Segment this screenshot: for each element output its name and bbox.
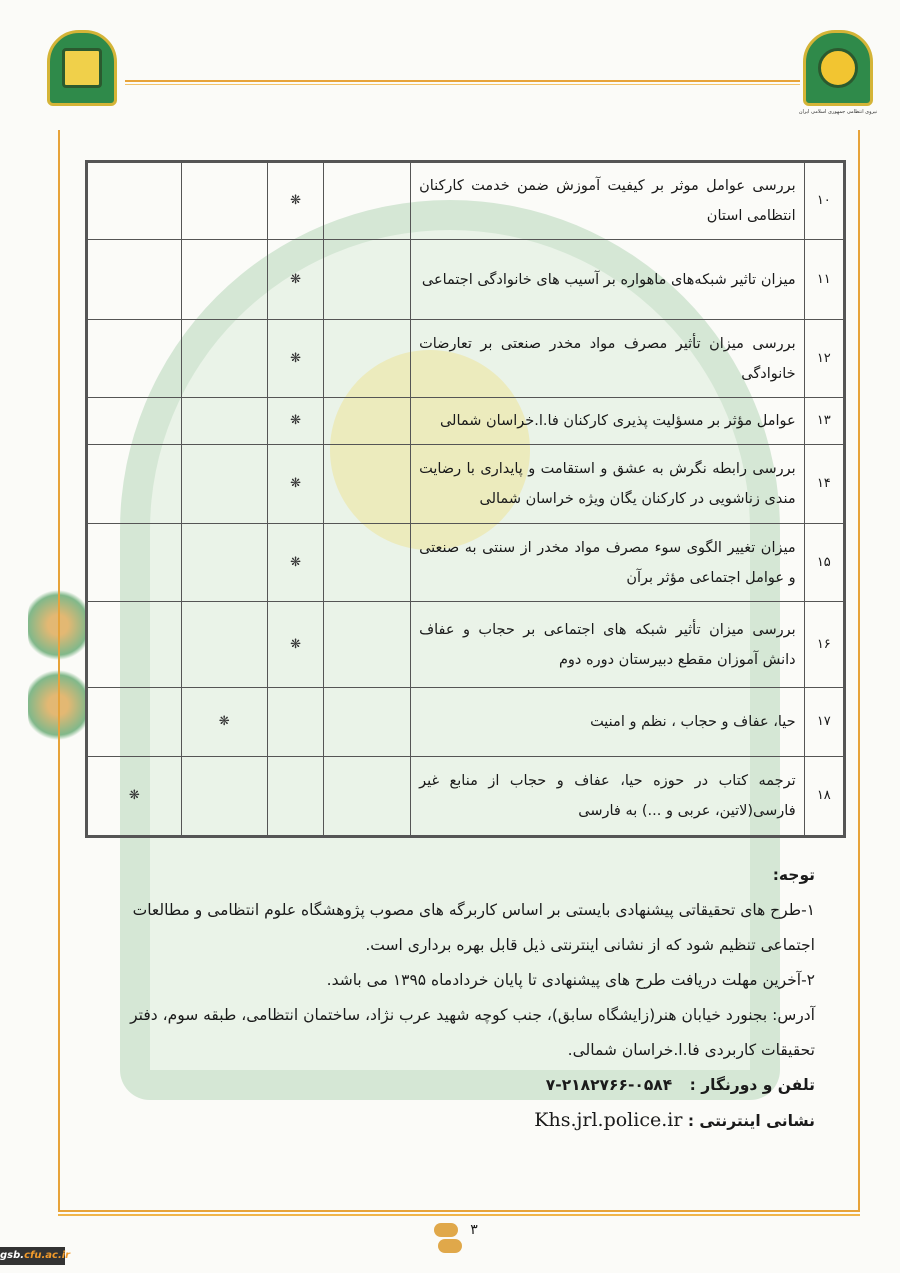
table-row bbox=[87, 240, 845, 320]
row-number: ۱۴ bbox=[804, 445, 844, 524]
ornament-icon bbox=[438, 1239, 462, 1253]
table-cell bbox=[267, 320, 324, 398]
row-number: ۱۵ bbox=[804, 524, 844, 602]
table-cell bbox=[87, 320, 182, 398]
table-cell bbox=[324, 757, 411, 837]
topic-title: ترجمه کتاب در حوزه حیا، عفاف و حجاب از منابع غیر فارسی(لاتین، عربی و ...) به فارسی bbox=[411, 757, 805, 837]
asterisk-mark-icon: ❋ bbox=[290, 413, 302, 428]
asterisk-mark-icon: ❋ bbox=[218, 714, 230, 729]
table-row bbox=[87, 688, 845, 757]
site-prefix: gsb. bbox=[0, 1250, 25, 1261]
police-shield-icon bbox=[803, 30, 873, 106]
topic-title: بررسی عوامل موثر بر کیفیت آموزش ضمن خدمت کارکنان انتظامی استان bbox=[411, 162, 805, 240]
row-number: ۱۷ bbox=[804, 688, 844, 757]
table-cell bbox=[181, 688, 267, 757]
table-cell bbox=[181, 320, 267, 398]
website-link[interactable]: Khs.jrl.police.ir bbox=[534, 1109, 683, 1131]
site-suffix: cfu.ac.ir bbox=[24, 1250, 71, 1261]
police-logo-caption: نیروی انتظامی جمهوری اسلامی ایران bbox=[798, 109, 878, 115]
topic-title: میزان تغییر الگوی سوء مصرف مواد مخدر از سنتی به صنعتی و عوامل اجتماعی مؤثر برآن bbox=[411, 524, 805, 602]
site-watermark-link[interactable] bbox=[0, 1247, 71, 1265]
table-cell bbox=[267, 240, 324, 320]
page-border-right bbox=[858, 130, 860, 1212]
table-row bbox=[87, 524, 845, 602]
row-number: ۱۰ bbox=[804, 162, 844, 240]
asterisk-mark-icon: ❋ bbox=[128, 788, 140, 803]
table-cell bbox=[324, 524, 411, 602]
table-cell bbox=[324, 162, 411, 240]
table-cell bbox=[87, 524, 182, 602]
topic-title: میزان تاثیر شبکه‌های ماهواره بر آسیب های خانوادگی اجتماعی bbox=[411, 240, 805, 320]
table-row bbox=[87, 445, 845, 524]
table-cell bbox=[324, 240, 411, 320]
table-cell bbox=[267, 757, 324, 837]
table-cell bbox=[324, 688, 411, 757]
topic-title: بررسی میزان تأثیر مصرف مواد مخدر صنعتی بر تعارضات خانوادگی bbox=[411, 320, 805, 398]
table-cell bbox=[181, 524, 267, 602]
table-cell bbox=[267, 602, 324, 688]
table-cell bbox=[87, 757, 182, 837]
page-number-area bbox=[400, 1222, 500, 1254]
table-row bbox=[87, 757, 845, 837]
asterisk-mark-icon: ❋ bbox=[290, 193, 302, 208]
topic-title: عوامل مؤثر بر مسؤلیت پذیری کارکنان فا.ا.خراسان شمالی bbox=[411, 398, 805, 445]
table-cell bbox=[181, 445, 267, 524]
asterisk-mark-icon: ❋ bbox=[290, 636, 302, 652]
table-cell bbox=[267, 688, 324, 757]
table-row bbox=[87, 398, 845, 445]
ornament-icon bbox=[434, 1223, 458, 1237]
table-cell bbox=[87, 445, 182, 524]
table-cell bbox=[324, 320, 411, 398]
table-cell bbox=[181, 602, 267, 688]
table-cell bbox=[181, 398, 267, 445]
asterisk-mark-icon: ❋ bbox=[290, 554, 302, 570]
table-cell bbox=[87, 240, 182, 320]
row-number: ۱۳ bbox=[804, 398, 844, 445]
page-border-bottom bbox=[58, 1210, 860, 1216]
table-row bbox=[87, 162, 845, 240]
table-cell bbox=[181, 240, 267, 320]
table-cell bbox=[87, 398, 182, 445]
note-item-2: ۲-آخرین مهلت دریافت طرح های پیشنهادی تا پایان خردادماه ۱۳۹۵ می باشد. bbox=[326, 971, 815, 989]
table-cell bbox=[87, 162, 182, 240]
table-cell bbox=[324, 602, 411, 688]
table-cell bbox=[267, 524, 324, 602]
table-cell bbox=[267, 398, 324, 445]
website-line bbox=[95, 1103, 815, 1139]
notes-heading: توجه: bbox=[772, 866, 815, 884]
phone-label: تلفن و دورنگار : bbox=[689, 1076, 815, 1094]
table-cell bbox=[267, 162, 324, 240]
table-cell bbox=[324, 398, 411, 445]
table-cell bbox=[181, 757, 267, 837]
table-cell bbox=[87, 688, 182, 757]
topic-title: حیا، عفاف و حجاب ، نظم و امنیت bbox=[411, 688, 805, 757]
police-logo bbox=[798, 30, 878, 125]
row-number: ۱۶ bbox=[804, 602, 844, 688]
asterisk-mark-icon: ❋ bbox=[290, 350, 302, 366]
research-center-logo bbox=[42, 30, 122, 125]
note-item-1: ۱-طرح های تحقیقاتی پیشنهادی بایستی بر اساس کاربرگه های مصوب پژوهشگاه علوم انتظامی و مطالعات اجتماعی تنظیم شود که از نشانی اینترنتی ذیل قابل بهره برداری است. bbox=[132, 901, 815, 954]
row-number: ۱۲ bbox=[804, 320, 844, 398]
notes-section bbox=[95, 858, 815, 1139]
phone-line bbox=[95, 1068, 815, 1103]
phone-value: ۰۵۸۴-۲۱۸۲۷۶۶-۷ bbox=[545, 1076, 673, 1094]
table-cell bbox=[181, 162, 267, 240]
table-row bbox=[87, 602, 845, 688]
table-cell bbox=[87, 602, 182, 688]
website-label: نشانی اینترنتی : bbox=[687, 1112, 815, 1130]
asterisk-mark-icon: ❋ bbox=[290, 271, 302, 287]
table-cell bbox=[324, 445, 411, 524]
row-number: ۱۱ bbox=[804, 240, 844, 320]
address-text: آدرس: بجنورد خیابان هنر(زایشگاه سابق)، جنب کوچه شهید عرب نژاد، ساختمان انتظامی، طبقه سوم، دفتر تحقیقات کاربردی فا.ا.خراسان شمالی. bbox=[130, 1006, 815, 1059]
logo-shield-icon bbox=[47, 30, 117, 106]
page-number: ۳ bbox=[470, 1222, 478, 1238]
topic-title: بررسی رابطه نگرش به عشق و استقامت و پایداری با رضایت مندی زناشویی در کارکنان یگان ویژه خراسان شمالی bbox=[411, 445, 805, 524]
page-border-top bbox=[125, 80, 800, 85]
asterisk-mark-icon: ❋ bbox=[290, 476, 302, 491]
table-row bbox=[87, 320, 845, 398]
row-number: ۱۸ bbox=[804, 757, 844, 837]
page-border-left bbox=[58, 130, 60, 1212]
topic-title: بررسی میزان تأثیر شبکه های اجتماعی بر حجاب و عفاف دانش آموزان مقطع دبیرستان دوره دوم bbox=[411, 602, 805, 688]
table-cell bbox=[267, 445, 324, 524]
research-topics-table bbox=[85, 160, 846, 838]
